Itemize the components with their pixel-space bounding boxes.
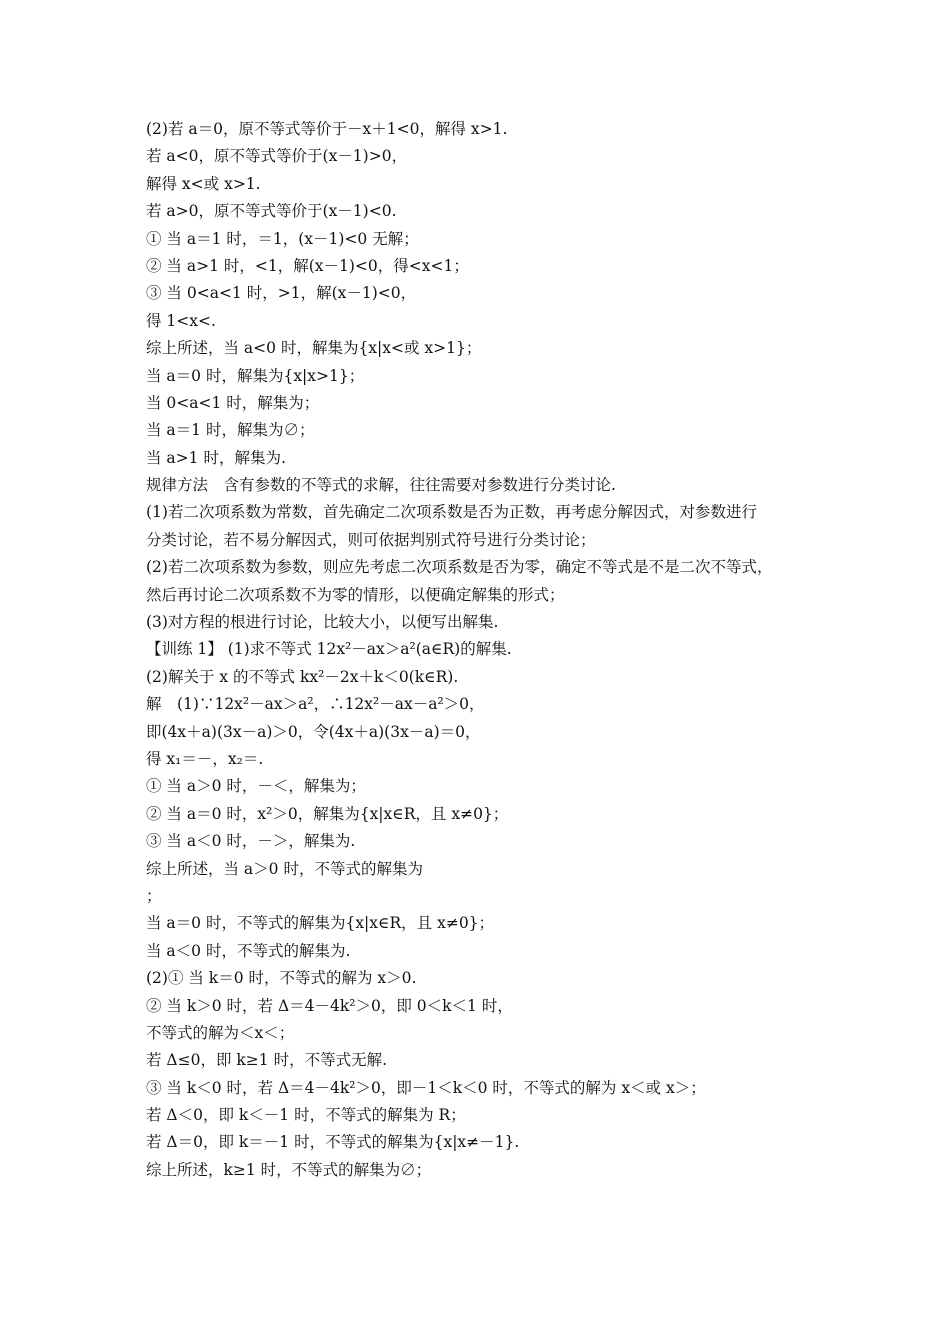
text-line: ③ 当 0<a<1 时，>1，解(x－1)<0， — [146, 284, 417, 303]
solution-text — [146, 116, 826, 1184]
text-line: 当 0<a<1 时，解集为； — [146, 393, 320, 412]
text-line: 【训练 1】 (1)求不等式 12x²－ax＞a²(a∈R)的解集. — [146, 640, 512, 659]
text-line: 解 (1)∵12x²－ax＞a²，∴12x²－ax－a²＞0， — [146, 695, 485, 714]
text-line: (2)若 a＝0，原不等式等价于－x＋1<0，解得 x>1. — [146, 120, 508, 138]
text-line: (2)① 当 k＝0 时，不等式的解为 x＞0. — [146, 969, 417, 988]
text-line: (3)对方程的根进行讨论，比较大小，以便写出解集. — [146, 613, 499, 632]
text-line: ② 当 k＞0 时，若 Δ＝4－4k²＞0，即 0＜k＜1 时， — [146, 996, 513, 1015]
text-line: 当 a＝0 时，解集为{x|x>1}； — [146, 366, 365, 385]
text-line: 不等式的解为＜x＜； — [146, 1023, 295, 1042]
text-line: (2)若二次项系数为参数，则应先考虑二次项系数是否为零，确定不等式是不是二次不等式， — [146, 558, 773, 577]
text-line: 综上所述，当 a＞0 时，不等式的解集为 — [146, 859, 423, 878]
text-line: ③ 当 k＜0 时，若 Δ＝4－4k²＞0，即－1＜k＜0 时，不等式的解为 x＜或 x＞； — [146, 1078, 706, 1097]
text-line: (2)解关于 x 的不等式 kx²－2x＋k＜0(k∈R). — [146, 667, 459, 686]
text-line: 当 a＜0 时，不等式的解集为. — [146, 941, 351, 960]
text-line: 得 1<x<. — [146, 311, 216, 330]
text-line: 当 a＝1 时，解集为∅； — [146, 421, 315, 440]
text-line: 若 Δ≤0，即 k≥1 时，不等式无解. — [146, 1051, 387, 1070]
text-line: 若 a>0，原不等式等价于(x－1)<0. — [146, 202, 397, 221]
text-line: 得 x₁＝－，x₂＝. — [146, 749, 264, 768]
text-line: 当 a＝0 时，不等式的解集为{x|x∈R，且 x≠0}； — [146, 914, 495, 933]
text-line: 综上所述，当 a<0 时，解集为{x|x<或 x>1}； — [146, 339, 482, 358]
text-line: ② 当 a>1 时，<1，解(x－1)<0，得<x<1； — [146, 256, 469, 275]
text-line: 解得 x<或 x>1. — [146, 174, 261, 193]
text-line: 规律方法 含有参数的不等式的求解，往往需要对参数进行分类讨论. — [146, 476, 616, 495]
text-line: ① 当 a＝1 时，＝1，(x－1)<0 无解； — [146, 229, 419, 248]
text-line: 若 a<0，原不等式等价于(x－1)>0， — [146, 147, 408, 166]
text-line: ； — [146, 886, 162, 905]
text-line: (1)若二次项系数为常数，首先确定二次项系数是否为正数，再考虑分解因式，对参数进行 — [146, 503, 757, 522]
text-line: 当 a>1 时，解集为. — [146, 448, 286, 467]
text-line: ① 当 a＞0 时，－＜，解集为； — [146, 777, 366, 796]
text-line: ② 当 a＝0 时，x²＞0，解集为{x|x∈R，且 x≠0}； — [146, 804, 509, 823]
text-line: ③ 当 a＜0 时，－＞，解集为. — [146, 832, 356, 851]
text-line: 分类讨论，若不易分解因式，则可依据判别式符号进行分类讨论； — [146, 530, 596, 549]
text-line: 综上所述，k≥1 时，不等式的解集为∅； — [146, 1160, 432, 1179]
text-line: 若 Δ＝0，即 k＝－1 时，不等式的解集为{x|x≠－1}. — [146, 1133, 520, 1152]
text-line: 若 Δ＜0，即 k＜－1 时，不等式的解集为 R； — [146, 1106, 466, 1125]
text-line: 即(4x＋a)(3x－a)＞0，令(4x＋a)(3x－a)＝0， — [146, 722, 481, 741]
text-line: 然后再讨论二次项系数不为零的情形，以便确定解集的形式； — [146, 585, 565, 604]
